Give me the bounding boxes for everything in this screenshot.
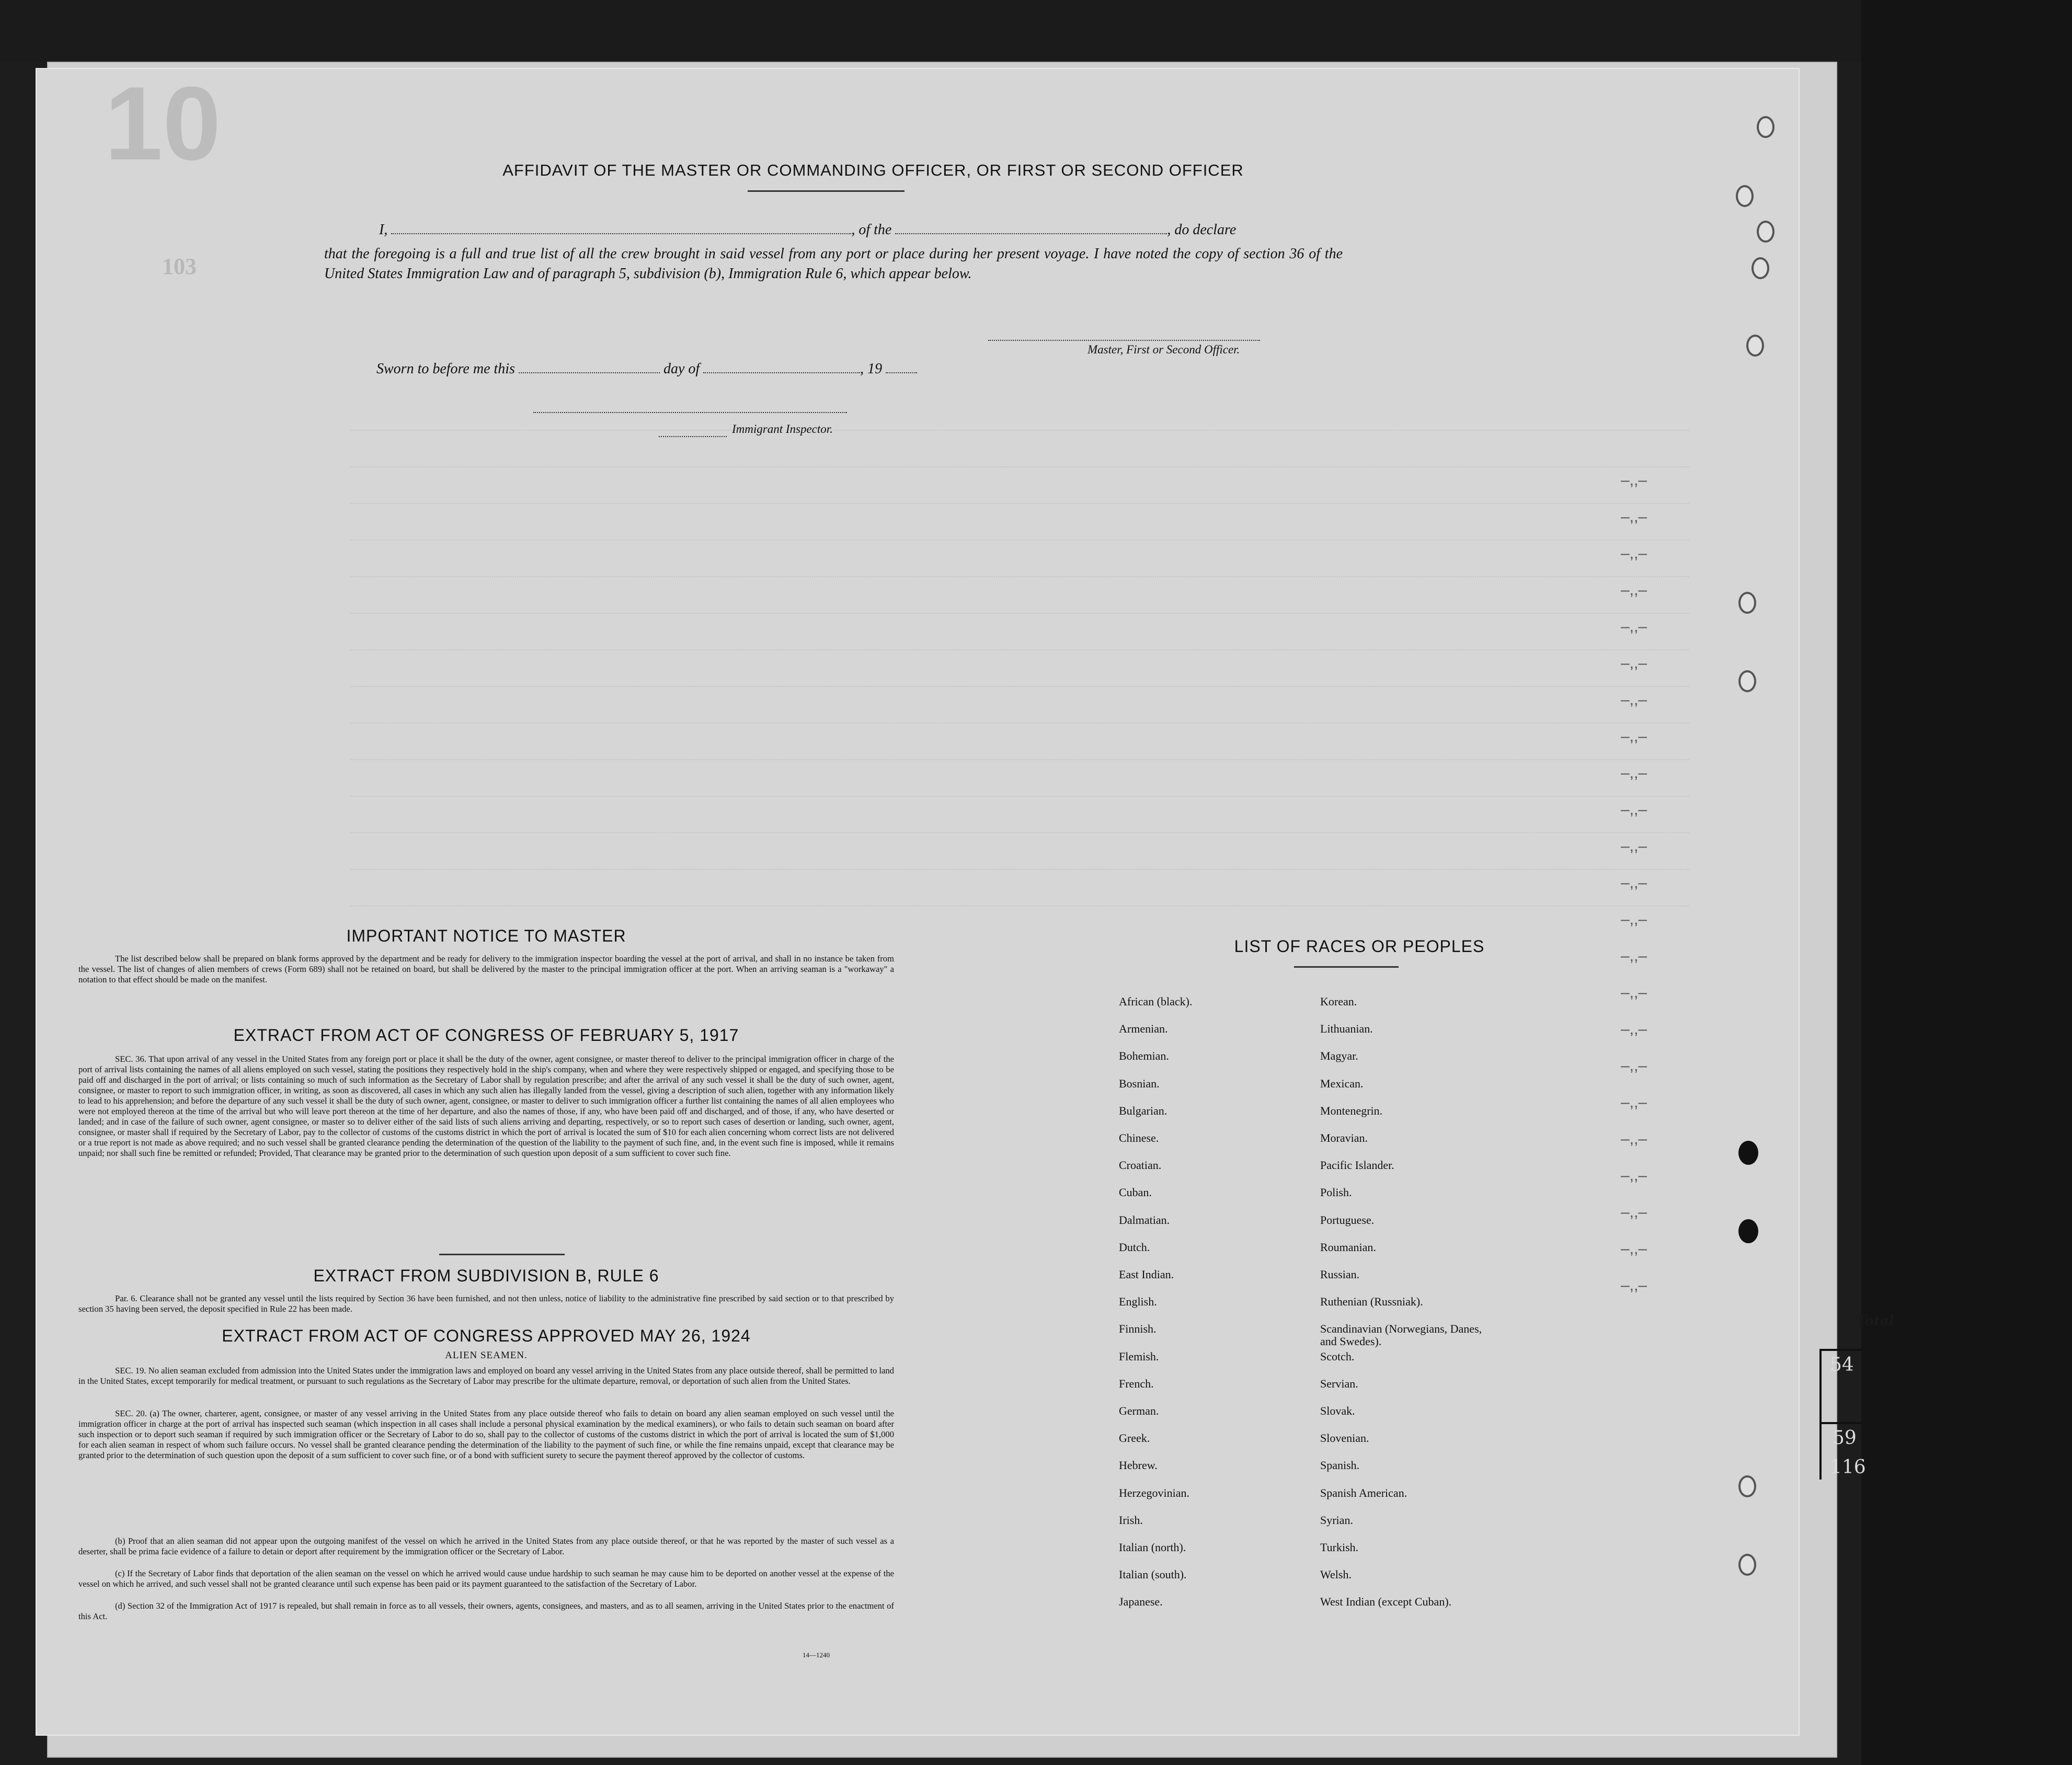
do-declare-text: , do declare [1167,222,1237,238]
total-dash: –,,– [1621,472,1647,489]
race-item: Moravian. [1320,1131,1368,1144]
ruled-row [350,723,1689,725]
notice-heading: IMPORTANT NOTICE TO MASTER [346,926,626,945]
race-item: English. [1119,1295,1157,1309]
ruled-row [350,613,1689,615]
race-item: Scandinavian (Norwegians, Danes, and Swedes). [1320,1322,1482,1348]
extract-1924-heading: EXTRACT FROM ACT OF CONGRESS APPROVED MAY 26, 1924 [222,1326,751,1345]
total-dash: –,,– [1621,508,1647,525]
bleed-through-number: 10 [105,65,221,182]
total-dash: –,,– [1621,545,1647,562]
total-dash: –,,– [1621,911,1647,928]
sworn-year-field[interactable] [886,362,917,373]
race-item: Italian (south). [1119,1568,1187,1581]
form-number: 14—1240 [803,1651,830,1659]
scanner-background-right [1861,0,2072,1765]
race-item: Slovenian. [1320,1431,1369,1445]
races-title: LIST OF RACES OR PEOPLES [1234,937,1485,956]
punch-hole [1757,221,1775,243]
total-dash: –,,– [1621,618,1647,635]
tally-box-line [1819,1349,1861,1351]
sworn-text: Sworn to before me this [376,361,515,377]
race-item: Slovak. [1320,1404,1355,1417]
ruled-row [350,796,1689,798]
total-dash: –,,– [1621,838,1647,855]
total-dash: –,,– [1621,655,1647,672]
punch-hole [1738,1141,1758,1165]
ruled-row [350,906,1689,908]
race-item: Polish. [1320,1186,1352,1199]
race-item: Syrian. [1320,1513,1353,1527]
race-item: Mexican. [1320,1076,1364,1090]
race-item: Croatian. [1119,1159,1162,1172]
race-item: Dutch. [1119,1240,1150,1254]
total-dash: –,,– [1621,1094,1647,1111]
race-item: Welsh. [1320,1568,1352,1581]
punch-hole [1736,185,1754,207]
race-item: Hebrew. [1119,1459,1158,1472]
inspector-signature-label: Immigrant Inspector. [732,422,833,435]
total-dash: –,,– [1621,1167,1647,1184]
race-item: Scotch. [1320,1349,1355,1363]
race-item: German. [1119,1404,1159,1417]
ruled-row [350,540,1689,542]
total-dash: –,,– [1621,728,1647,745]
total-label: Total [1856,1313,1894,1329]
total-dash: –,,– [1621,874,1647,891]
race-item: Spanish. [1320,1459,1360,1472]
extract-1924-sec20d: (d) Section 32 of the Immigration Act of 1917 is repealed, but shall remain in force as to all vessels, their owners, agents, consignees, and masters, and as to all seamen, arriving in the United States prior to the enactment of this Act. [78,1601,894,1621]
race-item: Magyar. [1320,1049,1358,1063]
ruled-row [350,649,1689,651]
punch-hole [1738,592,1756,614]
year-prefix: , 19 [860,361,883,377]
ruled-row [350,759,1689,761]
race-item: West Indian (except Cuban). [1320,1595,1452,1609]
race-item: Irish. [1119,1513,1143,1527]
total-dash: –,,– [1621,1204,1647,1221]
bleed-through-mark: 103 [162,254,197,279]
race-item: Bulgarian. [1119,1104,1167,1117]
race-item: Turkish. [1320,1541,1359,1554]
races-rule [1294,966,1399,968]
ruled-row [350,869,1689,871]
total-dash: –,,– [1621,984,1647,1001]
affidavit-title: AFFIDAVIT OF THE MASTER OR COMMANDING OFFICER, OR FIRST OR SECOND OFFICER [502,161,1244,179]
race-item: Bohemian. [1119,1049,1169,1063]
total-dash: –,,– [1621,1057,1647,1074]
ruled-row [350,466,1689,468]
punch-hole [1752,257,1769,279]
ruled-row [350,576,1689,578]
extract-1924-sec20b: (b) Proof that an alien seaman did not appear upon the outgoing manifest of the vessel on which he arrived in the United States from any place outside thereof, or that he was reported by the master of such vessel as a deserter, shall be prima facie evidence of a failure to detain or deport after requirement by the immigration officer or the Secretary of Labor. [78,1536,894,1556]
total-dash: –,,– [1621,1130,1647,1148]
of-the-text: , of the [851,222,892,238]
declarant-name-field[interactable] [391,223,851,234]
race-item: Japanese. [1119,1595,1163,1609]
section-rule [439,1254,565,1255]
race-item: Flemish. [1119,1349,1159,1363]
race-item: Dalmatian. [1119,1213,1170,1227]
declarant-prefix: I, [379,222,388,238]
total-dash: –,,– [1621,1240,1647,1257]
race-item: Portuguese. [1320,1213,1375,1227]
total-dash: –,,– [1621,691,1647,708]
tally-value-2: 59 [1833,1427,1857,1449]
ruled-row [350,686,1689,688]
punch-hole [1738,1475,1756,1497]
master-signature-field[interactable] [988,340,1260,341]
total-dash: –,,– [1621,947,1647,965]
extract-1917-heading: EXTRACT FROM ACT OF CONGRESS OF FEBRUARY 5, 1917 [233,1026,739,1045]
vessel-name-field[interactable] [895,223,1167,234]
race-item: Montenegrin. [1320,1104,1383,1117]
race-item: Roumanian. [1320,1240,1376,1254]
extract-1924-sec19: SEC. 19. No alien seaman excluded from admission into the United States under the immigration laws and employed on board any vessel arriving in the United States from any place outside thereof, shall be permitted to land in the United States, except temporarily for medical treatment, or pursuant to such regulations as the Secretary of Labor may prescribe for the ultimate departure, removal, or deportation of such alien from the United States. [78,1366,894,1386]
tally-box-line [1819,1422,1822,1480]
race-item: Cuban. [1119,1186,1152,1199]
sworn-day-field[interactable] [519,362,660,373]
race-item: East Indian. [1119,1268,1174,1281]
total-dash: –,,– [1621,1277,1647,1294]
inspector-signature-field[interactable] [533,412,847,413]
extract-1924-sec20c: (c) If the Secretary of Labor finds that deportation of the alien seaman on the vessel on which he arrived would cause undue hardship to such seaman he may cause him to be deported on another vessel at the expense of the vessel on which he arrived, and such vessel shall not be granted clearance until such expense has been paid or its payment guaranteed to the satisfaction of the Secretary of Labor. [78,1568,894,1589]
affidavit-body: that the foregoing is a full and true list of all the crew brought in said vessel from any port or place during her present voyage. I have noted the copy of section 36 of the United States Immigration Law and of paragraph 5, subdivision (b), Immigration Rule 6, which appear below. [324,246,1343,282]
ruled-row [350,430,1689,432]
total-dash: –,,– [1621,801,1647,818]
sworn-month-field[interactable] [703,362,860,373]
total-dash: –,,– [1621,581,1647,599]
race-item: Pacific Islander. [1320,1159,1394,1172]
total-dash: –,,– [1621,764,1647,782]
sworn-line [376,361,917,377]
race-item: Italian (north). [1119,1541,1186,1554]
race-item: Greek. [1119,1431,1150,1445]
race-item: Ruthenian (Russniak). [1320,1295,1423,1309]
punch-hole [1738,1554,1756,1576]
punch-hole [1738,1219,1758,1243]
race-item: Herzegovinian. [1119,1486,1189,1499]
punch-hole [1757,116,1775,138]
tally-box-line [1819,1422,1861,1424]
punch-hole [1746,335,1764,357]
alien-seamen-subheading: ALIEN SEAMEN. [445,1350,528,1361]
race-item: Spanish American. [1320,1486,1407,1499]
race-item: Lithuanian. [1320,1022,1373,1036]
race-item: Servian. [1320,1377,1358,1390]
race-item: French. [1119,1377,1154,1390]
inspector-dotted-leader [659,436,727,437]
scanner-background-top [0,0,2072,63]
total-dash: –,,– [1621,1021,1647,1038]
tally-value-3: 116 [1830,1457,1866,1478]
race-item: Russian. [1320,1268,1360,1281]
race-item: Finnish. [1119,1322,1157,1336]
race-item: African (black). [1119,995,1193,1008]
notice-body: The list described below shall be prepared on blank forms approved by the department and be ready for delivery to the immigration inspector boarding the vessel at the port of arrival, and shall in no instance be taken from the vessel. The list of changes of alien members of crews (Form 689) shall not be retained on board, but shall be delivered by the master to the principal immigration officer at the port. When an arriving seaman is a "workaway" a notation to that effect should be made on the manifest. [78,954,894,984]
race-item: Chinese. [1119,1131,1159,1144]
master-signature-label: Master, First or Second Officer. [1087,343,1240,356]
tally-value-1: 54 [1830,1354,1854,1376]
punch-hole [1738,670,1756,692]
race-item: Armenian. [1119,1022,1168,1036]
ruled-row [350,832,1689,834]
race-item: Bosnian. [1119,1076,1160,1090]
tally-box-line [1819,1349,1822,1422]
day-of-text: day of [663,361,700,377]
extract-rule6-body: Par. 6. Clearance shall not be granted any vessel until the lists required by Section 36 have been furnished, and not then unless, notice of liability to the administrative fine prescribed by said section or to that prescribed by section 35 having been served, the deposit specified in Rule 22 has been made. [78,1293,894,1314]
title-rule [748,190,905,192]
affidavit-declaration-line [379,222,1236,238]
extract-rule6-heading: EXTRACT FROM SUBDIVISION B, RULE 6 [313,1266,659,1285]
extract-1917-body: SEC. 36. That upon arrival of any vessel in the United States from any foreign port or place it shall be the duty of the owner, agent consignee, or master thereof to deliver to the principal immigration officer in charge of the port of arrival lists containing the names of all aliens employed on such vessel, stating the positions they respectively hold in the ship's company, when and where they were respectively shipped or engaged, and specifying those to be paid off and discharged in the port of arrival; or lists containing so much of such information as the Secretary of Labor shall by regulation prescribe; and after the arrival of any such vessel it shall be the duty of such owner, agent, consignee, or master to report to such immigration officer, in writing, as soon as discovered, all cases in which any such alien has illegally landed from the vessel, giving a description of such alien, together with any information likely to lead to his apprehension; and before the departure of any such vessel it shall be the duty of such owner, agent, consignee, or master to deliver to such immigration officer a further list containing the names of all alien employees who were not employed thereon at the time of the arrival but who will leave port thereon at the time of her departure, and also the names of those, if any, who have been paid off and discharged, and of those, if any, who have deserted or landed; and in case of the failure of such owner, agent consignee, or master so to deliver either of the said lists of such aliens arriving and departing, respectively, or so to report such cases of desertion or landing, such owner, agent, consignee, or master shall if required by the Secretary of Labor, pay to the collector of customs of the customs district in which the port of arrival is located the sum of $10 for each alien concerning whom correct lists are not delivered or a true report is not made as above required; and no such vessel shall be granted clearance pending the determination of the question of the liability to the payment of such fine, and, in the event such fine is imposed, while it remains unpaid; nor shall such fine be remitted or refunded; Provided, That clearance may be granted prior to the determination of such question upon deposit of a sum sufficient to cover such fine. [78,1054,894,1158]
extract-1924-sec20: SEC. 20. (a) The owner, charterer, agent, consignee, or master of any vessel arriving in the United States from any place outside thereof who fails to detain on board any alien seaman employed on such vessel until the immigration officer in charge at the port of arrival has inspected such seaman (which inspection in all cases shall include a personal physical examination by the medical examiners), or who fails to detain such seaman on board after such inspection or to deport such seaman if required by such immigration officer or the Secretary of Labor to do so, shall pay to the collector of customs of the customs district in which the port of arrival is located the sum of $1,000 for each alien seaman in respect of whom such failure occurs. No vessel shall be granted clearance pending the determination of the liability to the payment of such fine, or while the fine remains unpaid, except that clearance may be granted prior to the determination of such question upon the deposit of a sum sufficient to cover such fine, or of a bond with sufficient surety to secure the payment thereof approved by the collector of customs. [78,1408,894,1460]
ruled-row [350,503,1689,505]
race-item: Korean. [1320,995,1357,1008]
